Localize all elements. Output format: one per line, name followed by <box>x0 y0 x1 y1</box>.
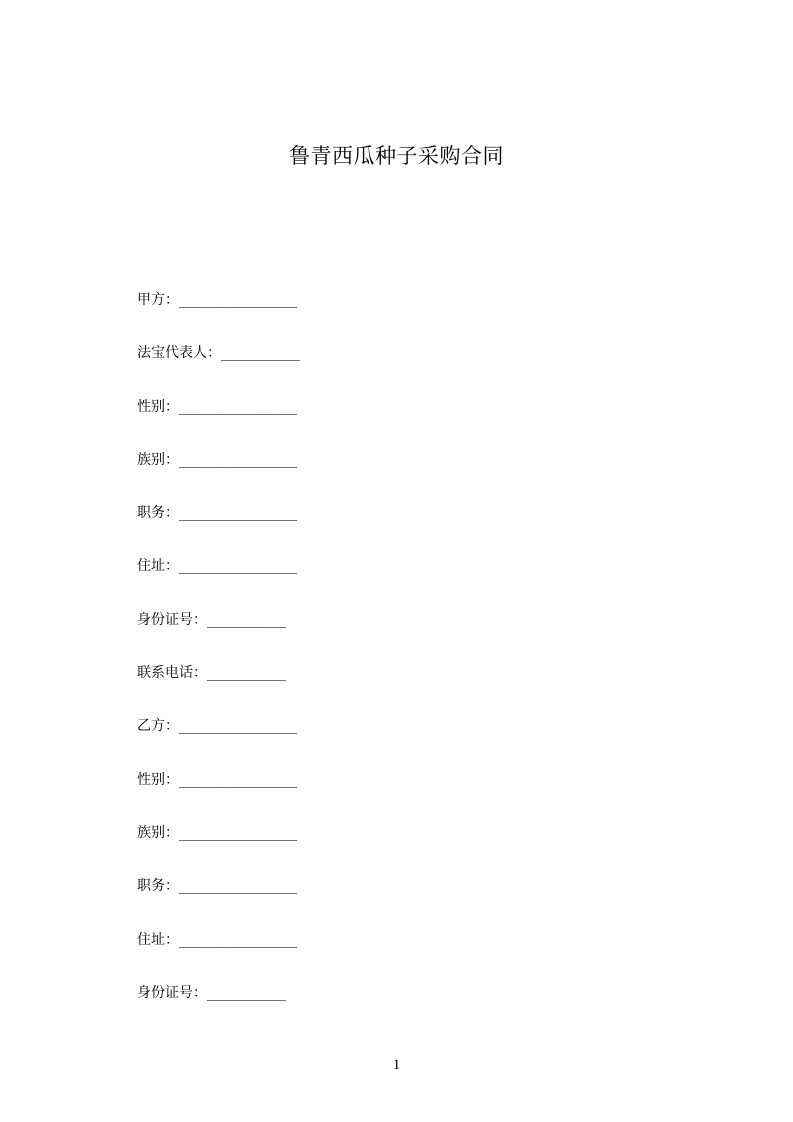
field-blank-line: __________ <box>207 611 286 628</box>
field-label: 职务： <box>137 505 179 522</box>
field-label: 身份证号： <box>137 984 207 1001</box>
field-blank-line: _______________ <box>179 505 297 522</box>
field-blank-line: _______________ <box>179 398 297 415</box>
field-position-b <box>137 876 299 929</box>
field-ethnicity-b <box>137 823 299 876</box>
document-title: 鲁青西瓜种子采购合同 <box>289 144 504 168</box>
field-label: 族别： <box>137 451 179 468</box>
field-label: 法宝代表人： <box>137 345 221 362</box>
field-label: 住址： <box>137 931 179 948</box>
field-id-number-a <box>137 610 299 663</box>
field-position-a <box>137 503 299 556</box>
field-label: 身份证号： <box>137 611 207 628</box>
field-label: 职务： <box>137 878 179 895</box>
field-blank-line: _______________ <box>179 558 297 575</box>
field-blank-line: _______________ <box>179 931 297 948</box>
field-ethnicity-a <box>137 450 299 503</box>
field-label: 联系电话： <box>137 665 207 682</box>
field-label: 族别： <box>137 824 179 841</box>
field-phone-a <box>137 663 299 716</box>
field-label: 性别： <box>137 398 179 415</box>
field-label: 乙方： <box>137 718 179 735</box>
field-blank-line: __________ <box>221 345 300 362</box>
field-id-number-b <box>137 983 299 1036</box>
party-fields-list <box>137 290 299 1036</box>
page-number: 1 <box>392 1057 401 1073</box>
field-blank-line: _______________ <box>179 292 297 308</box>
field-blank-line: __________ <box>207 665 286 682</box>
field-label: 住址： <box>137 558 179 575</box>
field-label: 甲方： <box>137 292 179 308</box>
field-address-a <box>137 556 299 609</box>
field-address-b <box>137 930 299 983</box>
field-blank-line: _______________ <box>179 718 297 735</box>
field-party-a <box>137 290 299 343</box>
field-blank-line: _______________ <box>179 771 297 788</box>
field-party-b <box>137 716 299 769</box>
field-label: 性别： <box>137 771 179 788</box>
field-blank-line: _______________ <box>179 824 297 841</box>
field-blank-line: __________ <box>207 984 286 1001</box>
field-blank-line: _______________ <box>179 451 297 468</box>
field-legal-representative <box>137 343 299 396</box>
field-gender-b <box>137 770 299 823</box>
field-blank-line: _______________ <box>179 878 297 895</box>
field-gender-a <box>137 397 299 450</box>
